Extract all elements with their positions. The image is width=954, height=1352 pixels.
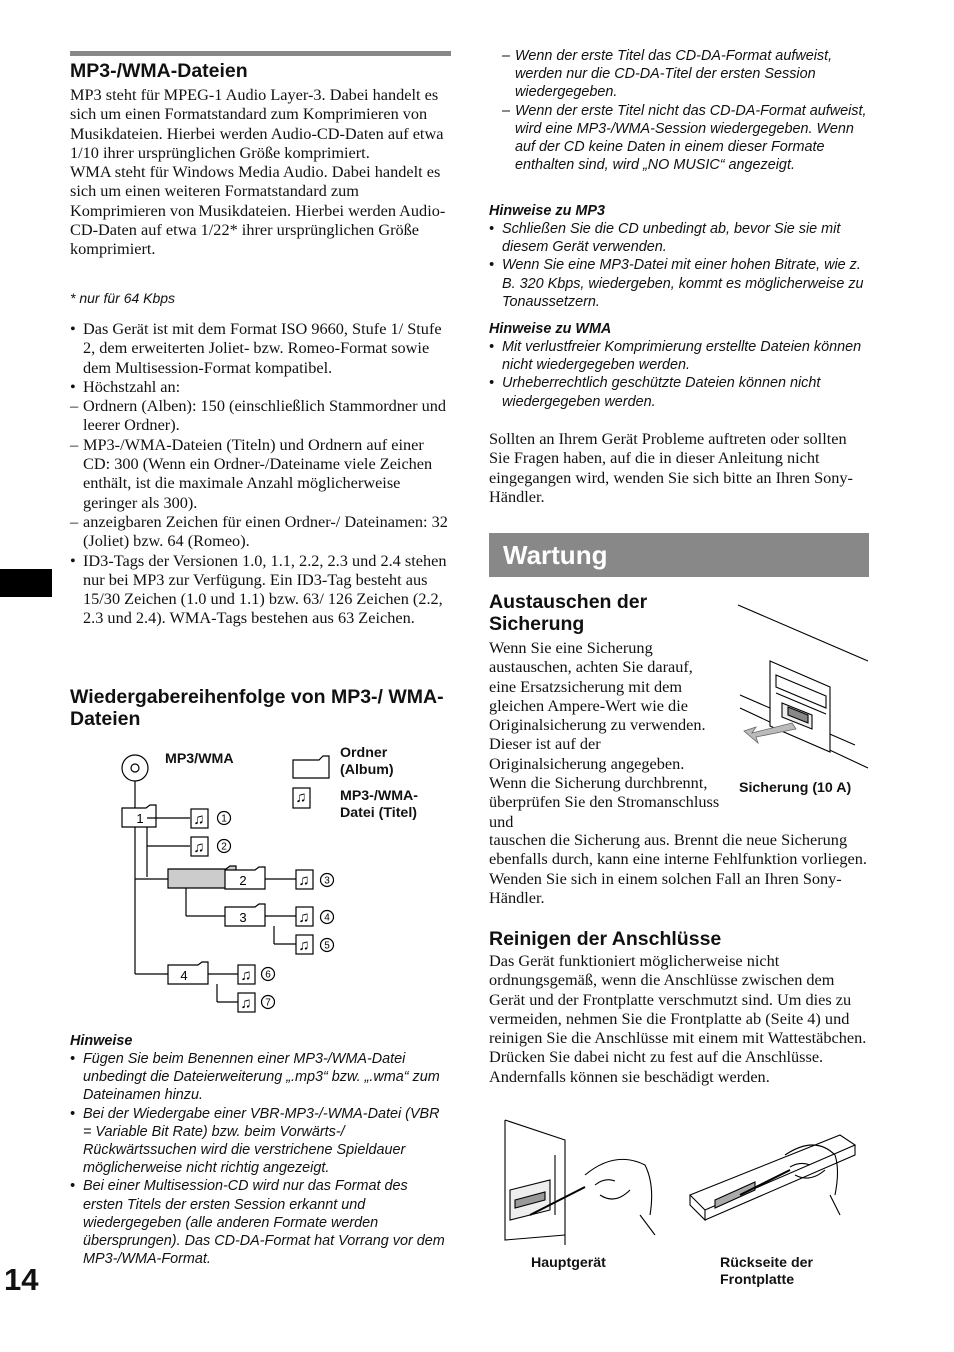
fuse-paragraph-wide: tauschen die Sicherung aus. Brennt die neue Sicherung ebenfalls durch, kann eine interne Fehlfunktion vorliegen. Wenden Sie sich in einem solchen Fall an Ihren Sony-Händler.	[489, 830, 867, 907]
list-item: • Das Gerät ist mit dem Format ISO 9660, Stufe 1/ Stufe 2, dem erweiterten Joliet- bzw. Romeo-Format sowie dem Multisession-Format kompatibel.	[70, 319, 451, 377]
legend-folder-icon	[293, 756, 329, 778]
top-rule	[70, 51, 451, 56]
section-tab	[0, 569, 52, 597]
fuse-heading: Austauschen der Sicherung	[489, 591, 648, 635]
track-number: 2	[221, 841, 227, 853]
wma-notes-list	[489, 338, 869, 411]
list-item: • Urheberrechtlich geschützte Dateien können nicht wiedergegeben werden.	[489, 374, 869, 410]
folder-number: 1	[136, 811, 144, 826]
main-unit-label: Hauptgerät	[531, 1255, 606, 1271]
legend-file-label: MP3-/WMA-Datei (Titel)	[340, 788, 419, 821]
clean-heading: Reinigen der Anschlüsse	[489, 928, 722, 950]
play-order-diagram	[110, 740, 450, 1020]
mp3-notes-list	[489, 220, 869, 311]
list-item	[70, 377, 451, 551]
track-number: 7	[265, 997, 271, 1009]
hinweise-list	[70, 1050, 451, 1268]
clean-paragraph: Das Gerät funktioniert möglicherweise nicht ordnungsgemäß, wenn die Anschlüsse zwischen dem Gerät und der Frontplatte verschmutzt sind. Um dies zu vermeiden, nehmen Sie die Frontplatte ab (Seite 4) und reinigen Sie die Anschlüsse mit einem mit Wattestäbchen. Drücken Sie dabei nicht zu fest auf die Anschlüsse. Andernfalls können sie beschädigt werden.	[489, 951, 867, 1086]
fuse-illustration	[730, 603, 870, 778]
list-item: – MP3-/WMA-Dateien (Titeln) und Ordnern auf einer CD: 300 (Wenn ein Ordner-/Dateiname viele Zeichen enthält, ist die maximale Anzahl möglicherweise geringer als 300).	[70, 435, 451, 512]
list-item: • Wenn Sie eine MP3-Datei mit einer hohen Bitrate, wie z. B. 320 Kbps, wiedergeben, kommt es möglicherweise zu Tonaussetzern.	[489, 256, 869, 311]
note-glyph: ♫	[298, 872, 310, 889]
list-item: – anzeigbaren Zeichen für einen Ordner-/ Dateinamen: 32 (Joliet) bzw. 64 (Romeo).	[70, 512, 451, 551]
note-glyph: ♫	[298, 909, 310, 926]
legend-file-note-glyph: ♫	[295, 789, 307, 806]
note-glyph: ♫	[240, 967, 252, 984]
mp3-paragraph: MP3 steht für MPEG-1 Audio Layer-3. Dabei handelt es sich um einen Formatstandard zum Komprimieren von Musikdateien. Hierbei werden Audio-CD-Daten auf etwa 1/10 ihrer ursprünglichen Größe komprimiert.	[70, 85, 444, 162]
list-item: • Fügen Sie beim Benennen einer MP3-/WMA-Datei unbedingt die Dateierweiterung „.mp3“ bzw. „.wma“ zum Dateinamen hinzu.	[70, 1050, 451, 1105]
play-order-heading: Wiedergabereihenfolge von MP3-/ WMA-Dateien	[70, 686, 444, 730]
max-count-list	[70, 396, 451, 550]
front-panel-back-label: Rückseite der Frontplatte	[720, 1255, 814, 1288]
list-item: – Ordnern (Alben): 150 (einschließlich Stammordner und leerer Ordner).	[70, 396, 451, 435]
note-glyph: ♫	[193, 839, 205, 856]
mp3-intro	[70, 85, 451, 259]
hinweise-heading: Hinweise	[70, 1033, 133, 1049]
list-item: • Bei der Wiedergabe einer VBR-MP3-/-WMA-Datei (VBR = Variable Bit Rate) bzw. beim Vorwärts-/ Rückwärtssuchen wird die verstrichene Spieldauer möglicherweise nicht richtig angezeigt.	[70, 1105, 451, 1178]
track-number: 6	[265, 969, 271, 981]
cleaning-illustration	[500, 1115, 860, 1245]
list-item: – Wenn der erste Titel nicht das CD-DA-Format aufweist, wird eine MP3-/WMA-Session wiedergegeben. Wenn auf der CD keine Daten in einem dieser Formate enthalten sind, wird „NO MUSIC“ angezeigt.	[502, 102, 869, 175]
note-glyph: ♫	[193, 811, 205, 828]
list-item: – Wenn der erste Titel das CD-DA-Format aufweist, werden nur die CD-DA-Titel der ersten Session wiedergegeben.	[502, 47, 869, 102]
wma-paragraph: WMA steht für Windows Media Audio. Dabei handelt es sich um einen weiteren Formatstandard zum Komprimieren von Musikdateien. Hierbei werden Audio-CD-Daten auf etwa 1/22* ihrer ursprünglichen Größe komprimiert.	[70, 162, 446, 259]
track-number: 5	[324, 940, 330, 952]
list-item: • Mit verlustfreier Komprimierung erstellte Dateien können nicht wiedergegeben werden.	[489, 338, 869, 374]
diagram-root-label: MP3/WMA	[165, 751, 234, 767]
footnote: * nur für 64 Kbps	[70, 290, 176, 306]
wartung-section-title: Wartung	[489, 533, 869, 577]
sony-dealer-paragraph: Sollten an Ihrem Gerät Probleme auftreten oder sollten Sie Fragen haben, auf die in dieser Anleitung nicht eingegangen wird, wenden Sie sich bitte an Ihren Sony-Händler.	[489, 429, 853, 506]
folder-number: 3	[239, 910, 247, 925]
track-number: 4	[324, 912, 330, 924]
folder-number: 2	[239, 873, 247, 888]
list-item-label: Höchstzahl an:	[83, 376, 181, 396]
cd-icon	[122, 755, 148, 781]
legend-folder-label: Ordner (Album)	[340, 745, 394, 778]
list-item: • Schließen Sie die CD unbedingt ab, bevor Sie sie mit diesem Gerät verwenden.	[489, 220, 869, 256]
fuse-label: Sicherung (10 A)	[739, 780, 852, 796]
folder-number: 4	[180, 968, 188, 983]
mp3-wma-heading: MP3-/WMA-Dateien	[70, 60, 248, 82]
format-list	[70, 319, 451, 628]
list-item: • Bei einer Multisession-CD wird nur das Format des ersten Titels der ersten Session erkannt und wiedergegeben (alle anderen Formate werden übersprungen). Das CD-DA-Format hat Vorrang vor dem MP3-/WMA-Format.	[70, 1177, 451, 1268]
note-glyph: ♫	[240, 995, 252, 1012]
wma-notes-heading: Hinweise zu WMA	[489, 321, 612, 337]
fuse-paragraph-narrow: Wenn Sie eine Sicherung austauschen, achten Sie darauf, eine Ersatzsicherung mit dem gleichen Ampere-Wert wie die Originalsicherung zu verwenden. Dieser ist auf der Originalsicherung angegeben. Wenn die Sicherung durchbrennt, überprüfen Sie den Stromanschluss und	[489, 638, 720, 831]
folder-icon	[168, 962, 208, 984]
page-number: 14	[4, 1262, 39, 1297]
multisession-notes	[502, 47, 869, 174]
list-item: • ID3-Tags der Versionen 1.0, 1.1, 2.2, 2.3 und 2.4 stehen nur bei MP3 zur Verfügung. Ein ID3-Tag besteht aus 15/30 Zeichen (1.0 und 1.1) bzw. 63/ 126 Zeichen (2.2, 2.3 und 2.4). WMA-Tags bestehen aus 63 Zeichen.	[70, 551, 451, 628]
track-number: 1	[221, 813, 227, 825]
note-glyph: ♫	[298, 937, 310, 954]
track-number: 3	[324, 875, 330, 887]
mp3-notes-heading: Hinweise zu MP3	[489, 203, 605, 219]
